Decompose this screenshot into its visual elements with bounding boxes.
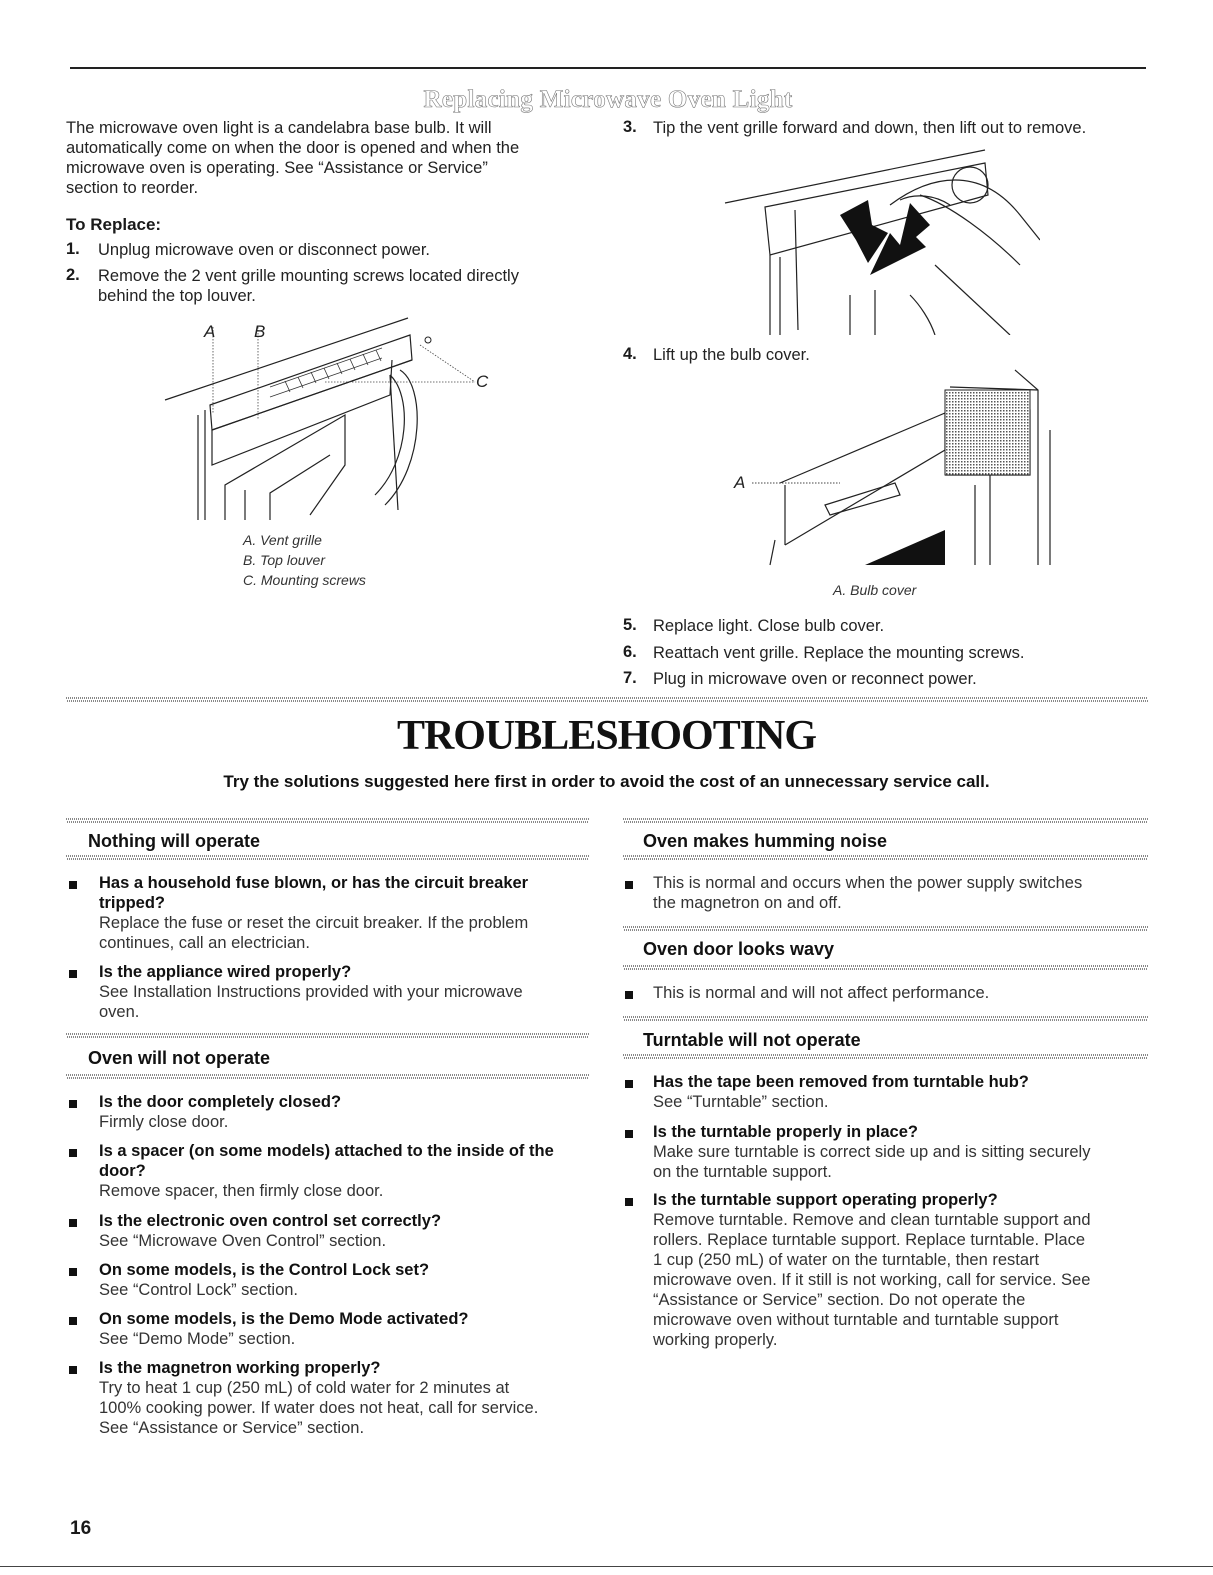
step-text	[98, 266, 519, 306]
step-text: Replace light. Close bulb cover.	[653, 617, 885, 635]
grille-removal-illustration	[720, 145, 1040, 335]
question-line: On some models, is the Demo Mode activated?	[99, 1310, 469, 1328]
label-c: C	[476, 372, 489, 391]
step-line: Remove the 2 vent grille mounting screws located directly	[98, 267, 519, 285]
question-line: Has a household fuse blown, or has the circuit breaker	[99, 874, 529, 892]
intro-paragraph	[66, 118, 586, 198]
question-line: door?	[99, 1162, 146, 1180]
answer-line: See “Microwave Oven Control” section.	[99, 1232, 387, 1250]
step-text: Plug in microwave oven or reconnect power.	[653, 670, 977, 688]
step-number: 6.	[623, 643, 637, 661]
problem-item	[653, 1122, 1148, 1182]
step-text: Lift up the bulb cover.	[653, 346, 810, 364]
problem-item	[653, 1072, 1148, 1112]
intro-line: microwave oven is operating. See “Assistance or Service”	[66, 159, 488, 177]
question-line: tripped?	[99, 894, 165, 912]
bullet	[69, 1219, 77, 1227]
answer-line: Try to heat 1 cup (250 mL) of cold water for 2 minutes at	[99, 1379, 510, 1397]
heading-rule	[623, 818, 1148, 823]
heading-turntable-will-not-operate: Turntable will not operate	[643, 1030, 861, 1050]
answer-line: on the turntable support.	[653, 1163, 832, 1181]
step-number: 1.	[66, 240, 80, 258]
answer-line: working properly.	[653, 1331, 778, 1349]
answer-line: the magnetron on and off.	[653, 894, 842, 912]
step-number: 4.	[623, 345, 637, 363]
troubleshooting-subtitle: Try the solutions suggested here first in order to avoid the cost of an unnecessary service call.	[223, 772, 990, 791]
answer-line: See “Control Lock” section.	[99, 1281, 299, 1299]
answer-line: See “Assistance or Service” section.	[99, 1419, 365, 1437]
label-b: B	[254, 322, 266, 341]
heading-rule	[66, 855, 589, 860]
caption-top-louver: B. Top louver	[243, 552, 325, 568]
bullet	[69, 1268, 77, 1276]
caption-bulb-cover: A. Bulb cover	[833, 582, 917, 598]
top-rule	[70, 67, 1146, 69]
bullet	[69, 1149, 77, 1157]
label-a: A	[204, 322, 216, 341]
bullet	[69, 1100, 77, 1108]
question-line: Is the electronic oven control set correctly?	[99, 1212, 442, 1230]
answer-line: continues, call an electrician.	[99, 934, 310, 952]
heading-rule	[66, 1033, 589, 1038]
bottom-rule	[0, 1566, 1213, 1567]
answer-line: See Installation Instructions provided with your microwave	[99, 983, 523, 1001]
answer-line: This is normal and occurs when the power supply switches	[653, 874, 1083, 892]
answer-line: rollers. Replace turntable support. Replace turntable. Place	[653, 1231, 1085, 1249]
step-number: 3.	[623, 118, 637, 136]
vent-grille-illustration	[150, 315, 500, 530]
troubleshooting-title: TROUBLESHOOTING	[396, 713, 817, 759]
step-number: 7.	[623, 669, 637, 687]
question-line: Is the appliance wired properly?	[99, 963, 352, 981]
bullet	[69, 1317, 77, 1325]
answer-line: Replace the fuse or reset the circuit breaker. If the problem	[99, 914, 529, 932]
to-replace-heading: To Replace:	[66, 215, 162, 234]
answer-line: “Assistance or Service” section. Do not operate the	[653, 1291, 1026, 1309]
problem-item	[99, 1260, 589, 1300]
heading-nothing-will-operate: Nothing will operate	[88, 831, 261, 851]
page-number: 16	[70, 1518, 92, 1539]
label-a-bulb: A	[734, 473, 746, 492]
heading-door-looks-wavy: Oven door looks wavy	[643, 939, 835, 959]
problem-item	[653, 983, 1148, 1003]
problem-item	[99, 1358, 599, 1438]
answer-line: See “Turntable” section.	[653, 1093, 829, 1111]
heading-rule	[623, 1054, 1148, 1059]
heading-rule	[623, 1016, 1148, 1021]
question-line: Is the turntable properly in place?	[653, 1123, 918, 1141]
answer-line: Make sure turntable is correct side up and is sitting securely	[653, 1143, 1091, 1161]
problem-item	[99, 1092, 589, 1132]
bullet	[69, 1366, 77, 1374]
question-line: Has the tape been removed from turntable hub?	[653, 1073, 1029, 1091]
answer-line: Remove turntable. Remove and clean turntable support and	[653, 1211, 1091, 1229]
bullet	[625, 881, 633, 889]
question-line: Is the magnetron working properly?	[99, 1359, 381, 1377]
answer-line: See “Demo Mode” section.	[99, 1330, 296, 1348]
answer-line: Firmly close door.	[99, 1113, 229, 1131]
intro-line: The microwave oven light is a candelabra base bulb. It will	[66, 119, 492, 137]
answer-line: This is normal and will not affect performance.	[653, 984, 990, 1002]
question-line: On some models, is the Control Lock set?	[99, 1261, 430, 1279]
caption-vent-grille: A. Vent grille	[243, 532, 322, 548]
step-text: Unplug microwave oven or disconnect power.	[98, 241, 431, 259]
caption-mounting-screws: C. Mounting screws	[243, 572, 366, 588]
heading-rule	[66, 1074, 589, 1079]
bullet	[625, 1080, 633, 1088]
bullet	[69, 970, 77, 978]
question-line: Is the turntable support operating properly?	[653, 1191, 998, 1209]
step-number: 2.	[66, 266, 80, 284]
problem-item	[653, 873, 1148, 913]
intro-line: section to reorder.	[66, 179, 199, 197]
problem-item	[99, 1309, 589, 1349]
heading-humming-noise: Oven makes humming noise	[643, 831, 888, 851]
problem-item	[99, 873, 589, 953]
figure-captions	[243, 530, 366, 590]
problem-item	[99, 1211, 589, 1251]
intro-line: automatically come on when the door is opened and when the	[66, 139, 520, 157]
problem-item	[653, 1190, 1148, 1350]
question-line: Is a spacer (on some models) attached to the inside of the	[99, 1142, 554, 1160]
heading-rule	[66, 818, 589, 823]
heading-rule	[623, 926, 1148, 931]
bullet	[625, 1198, 633, 1206]
step-text: Tip the vent grille forward and down, then lift out to remove.	[653, 119, 1087, 137]
section-divider	[66, 697, 1148, 702]
bulb-cover-illustration	[730, 365, 1060, 575]
problem-item	[99, 1141, 589, 1201]
heading-oven-will-not-operate: Oven will not operate	[88, 1048, 271, 1068]
answer-line: oven.	[99, 1003, 140, 1021]
step-number: 5.	[623, 616, 637, 634]
answer-line: microwave oven without turntable and turntable support	[653, 1311, 1059, 1329]
section-title: Replacing Microwave Oven Light	[423, 86, 793, 113]
heading-rule	[623, 855, 1148, 860]
answer-line: 100% cooking power. If water does not heat, call for service.	[99, 1399, 539, 1417]
answer-line: microwave oven. If it still is not working, call for service. See	[653, 1271, 1091, 1289]
step-line: behind the top louver.	[98, 287, 256, 305]
bullet	[625, 991, 633, 999]
answer-line: Remove spacer, then firmly close door.	[99, 1182, 384, 1200]
answer-line: 1 cup (250 mL) of water on the turntable, then restart	[653, 1251, 1040, 1269]
heading-rule	[623, 965, 1148, 970]
bullet	[625, 1130, 633, 1138]
question-line: Is the door completely closed?	[99, 1093, 342, 1111]
problem-item	[99, 962, 589, 1022]
bullet	[69, 881, 77, 889]
step-text: Reattach vent grille. Replace the mounting screws.	[653, 644, 1025, 662]
